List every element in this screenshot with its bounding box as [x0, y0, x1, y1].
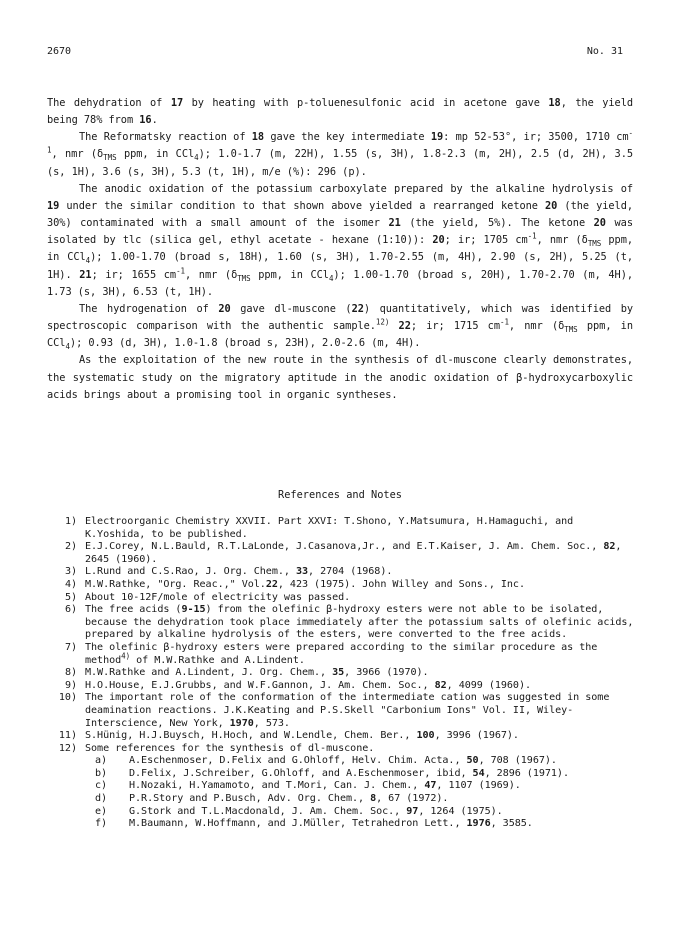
sub-reference: d) P.R.Story and P.Busch, Adv. Org. Chem., 8, 67 (1972). — [94, 793, 449, 805]
reference-item: 12) Some references for the synthesis of dl-muscone. a) A.Eschenmoser, D.Felix and G.Ohloff, Helv. Chim. Acta., 50, 708 (1967). b) D.Felix, J.Schreiber, G.Ohloff, and A.Eschenmoser, ibid, 54, 2896 (1971). c) H.Nozaki, H.Yamamoto, and T.Mori, Can. J. Chem., 47, 1107 (1969). d) P.R.Story and P.Busch, Adv. Org. Chem., 8, 67 (1972). e) G.Stork and T.L.Macdonald, J. Am. Chem. Soc., 97, 1264 (1975). f) M.Baumann, W.Hoffmann, and J.Müller, Tetrahedron Lett., 1976, 3585. — [47, 743, 637, 831]
paragraph-dehydration: The dehydration of 17 by heating with p-toluenesulfonic acid in acetone gave 18, the yield being 78% from 16. — [47, 97, 633, 127]
reference-item: 9) H.O.House, E.J.Grubbs, and W.F.Gannon, J. Am. Chem. Soc., 82, 4099 (1960). — [64, 679, 532, 691]
references-heading: References and Notes — [278, 489, 402, 501]
sub-reference: b) D.Felix, J.Schreiber, G.Ohloff, and A.Eschenmoser, ibid, 54, 2896 (1971). — [94, 767, 569, 779]
reference-item: 4) M.W.Rathke, "Org. Reac.," Vol.22, 423 (1975). John Willey and Sons., Inc. — [64, 578, 525, 590]
sub-reference: f) M.Baumann, W.Hoffmann, and J.Müller, Tetrahedron Lett., 1976, 3585. — [94, 818, 533, 830]
paragraph-conclusion: As the exploitation of the new route in the synthesis of dl-muscone clearly demonstrates, the systematic study on the migratory aptitude in the anodic oxidation of β-hydroxycarboxylic acids brings about a promising tool in organic syntheses. — [47, 354, 633, 401]
sub-reference: a) A.Eschenmoser, D.Felix and G.Ohloff, Helv. Chim. Acta., 50, 708 (1967). — [94, 755, 557, 767]
paragraph-anodic-oxidation: The anodic oxidation of the potassium carboxylate prepared by the alkaline hydrolysis of 19 under the similar condition to that shown above yielded a rearranged ketone 20 (the yield, 30%) contaminated with a small amount of the isomer 21 (the yield, 5%). The ketone 20 was isolated by tlc (silica gel, ethyl acetate - hexane (1:10)): 20; ir; 1705 $cm^{-1}$, nmr ($\delta_{TMS}$ ppm, in CCl$_4$); 1.00-1.70 (broad s, 18H), 1.60 (s, 3H), 1.70-2.55 (m, 4H), 2.90 (s, 2H), 5.25 (t, 1H). 21; ir; 1655 $cm^{-1}$, nmr ($\delta_{TMS}$ ppm, in CCl$_4$); 1.00-1.70 (broad s, 20H), 1.70-2.70 (m, 4H), 1.73 (s, 3H), 6.53 (t, 1H). — [47, 182, 634, 298]
issue-number: No. 31 — [586, 46, 623, 57]
reference-item: 2) E.J.Corey, N.L.Bauld, R.T.LaLonde, J.Casanova,Jr., and E.T.Kaiser, J. Am. Chem. Soc., 82, 2645 (1960). — [64, 541, 622, 565]
reference-item: 1) Electroorganic Chemistry XXVII. Part XXVI: T.Shono, Y.Matsumura, H.Hamaguchi, and K.Yoshida, to be published. — [64, 516, 574, 540]
reference-item: 7) The olefinic β-hydroxy esters were prepared according to the similar procedure as the method$^{4)}$ of M.W.Rathke and A.Lindent. — [64, 641, 598, 666]
reference-item: 3) L.Rund and C.S.Rao, J. Org. Chem., 33, 2704 (1968). — [64, 566, 393, 578]
references-list — [47, 516, 637, 831]
reference-item: 11) S.Hünig, H.J.Buysch, H.Hoch, and W.Lendle, Chem. Ber., 100, 3996 (1967). — [58, 730, 519, 742]
paragraph-hydrogenation: The hydrogenation of 20 gave dl-muscone (22) quantitatively, which was identified by spectroscopic comparison with the authentic sample.$^{12)}$ 22; ir; 1715 $cm^{-1}$, nmr ($\delta_{TMS}$ ppm, in CCl$_4$); 0.93 (d, 3H), 1.0-1.8 (broad s, 23H), 2.0-2.6 (m, 4H). — [47, 302, 634, 352]
sub-reference: c) H.Nozaki, H.Yamamoto, and T.Mori, Can. J. Chem., 47, 1107 (1969). — [94, 780, 521, 792]
reference-item: 6) The free acids (9-15) from the olefinic β-hydroxy esters were not able to be isolated, because the dehydration took place immediately after the potassium salts of olefinic acids, prepared by alkaline hydrolysis of the esters, were converted to the free acids. — [64, 604, 634, 641]
reference-item: 10) The important role of the conformation of the intermediate cation was suggested in some deamination reactions. J.K.Keating and P.S.Skell "Carbonium Ions" Vol. II, Wiley-Interscience, New York, 1970, 573. — [58, 692, 610, 729]
paragraph-reformatsky: The Reformatsky reaction of 18 gave the key intermediate 19: mp 52-53°, ir; 3500, 1710 $cm^{-1}$, nmr ($\delta_{TMS}$ ppm, in CCl$_4$); 1.0-1.7 (m, 22H), 1.55 (s, 3H), 1.8-2.3 (m, 2H), 2.5 (d, 2H), 3.5 (s, 1H), 3.6 (s, 3H), 5.3 (t, 1H), m/e (%): 296 (p). — [47, 128, 633, 178]
sub-reference: e) G.Stork and T.L.Macdonald, J. Am. Chem. Soc., 97, 1264 (1975). — [94, 805, 503, 817]
article-body — [47, 95, 633, 404]
reference-item: 8) M.W.Rathke and A.Lindent, J. Org. Chem., 35, 3966 (1970). — [64, 667, 429, 679]
reference-item: 5) About 10-12F/mole of electricity was passed. — [64, 591, 351, 603]
page-number: 2670 — [47, 46, 72, 57]
